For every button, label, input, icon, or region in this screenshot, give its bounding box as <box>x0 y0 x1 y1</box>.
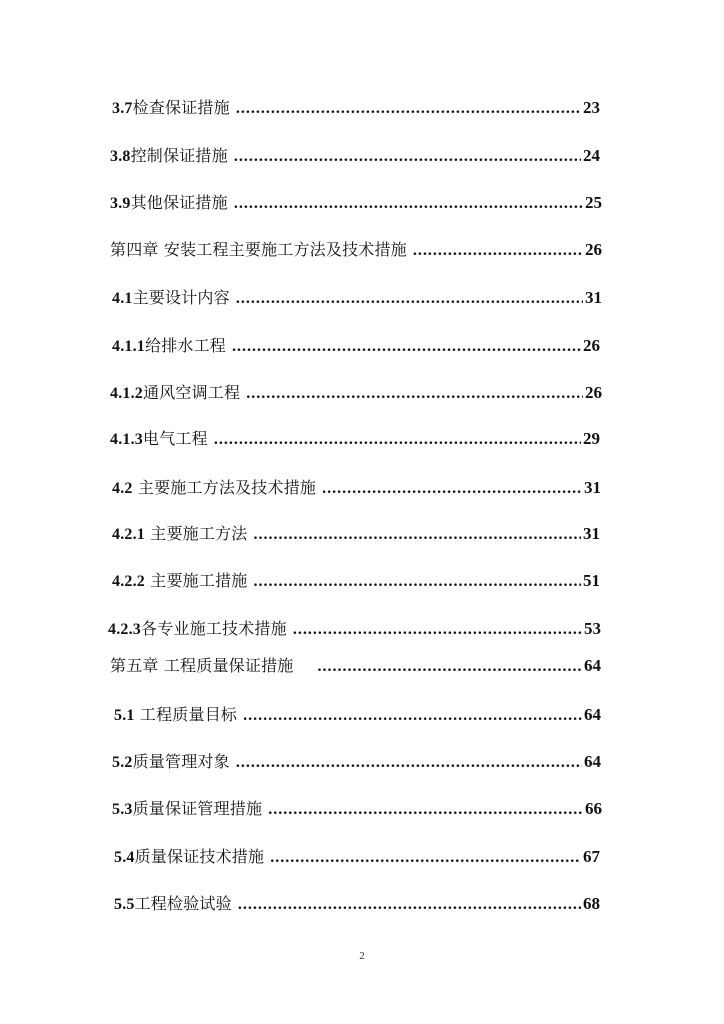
dot-leader <box>293 618 582 642</box>
toc-entry-chapter-4 <box>110 238 602 262</box>
dot-leader <box>322 477 582 501</box>
page-ref: 68 <box>583 894 600 913</box>
toc-title <box>112 476 316 501</box>
page-ref: 25 <box>585 193 602 212</box>
section-title: 主要设计内容 <box>132 288 230 307</box>
dot-leader <box>236 751 582 775</box>
dot-leader <box>236 287 583 311</box>
section-title: 工程质量目标 <box>134 705 238 724</box>
page-ref: 31 <box>583 524 600 543</box>
toc-title <box>112 334 226 359</box>
page-ref: 51 <box>583 571 600 590</box>
toc-title <box>108 617 287 642</box>
dot-leader <box>270 846 581 870</box>
dot-leader <box>254 523 582 547</box>
section-number: 5.2 <box>112 754 133 771</box>
page-ref: 24 <box>583 146 600 165</box>
section-title: 质量保证管理措施 <box>132 799 263 818</box>
section-number: 4.2.1 <box>112 526 145 543</box>
toc-title <box>110 427 208 452</box>
page-ref: 64 <box>584 705 601 724</box>
section-number: 5.5 <box>114 896 135 913</box>
toc-entry-5-4 <box>114 845 600 869</box>
toc-entry-4-1-2 <box>110 381 602 405</box>
page-ref: 53 <box>584 619 601 638</box>
dot-leader <box>243 704 582 728</box>
page-ref: 26 <box>585 240 602 259</box>
dot-leader <box>238 893 581 917</box>
section-number: 5.3 <box>112 801 133 818</box>
section-title: 主要施工方法及技术措施 <box>132 478 317 497</box>
dot-leader <box>268 798 583 822</box>
toc-entry-4-1 <box>112 286 602 310</box>
toc-entry-5-2 <box>112 750 601 774</box>
section-number: 3.7 <box>112 100 133 117</box>
toc-entry-chapter-5 <box>110 654 601 678</box>
section-number: 4.2.2 <box>112 573 145 590</box>
page-ref: 23 <box>583 98 600 117</box>
dot-leader <box>254 570 582 594</box>
section-number: 5.1 <box>114 707 135 724</box>
toc-title <box>114 892 232 917</box>
page-ref: 66 <box>585 799 602 818</box>
section-number: 4.1.2 <box>110 385 143 402</box>
toc-entry-3-8 <box>110 144 600 168</box>
section-number: 4.2.3 <box>108 621 141 638</box>
section-title: 其他保证措施 <box>130 193 228 212</box>
section-title: 主要施工措施 <box>145 571 248 590</box>
page-ref: 31 <box>585 288 602 307</box>
dot-leader <box>232 335 581 359</box>
toc-title <box>110 654 294 679</box>
toc-entry-4-2 <box>112 476 601 500</box>
section-title: 质量管理对象 <box>132 752 230 771</box>
toc-entry-3-7 <box>112 96 600 120</box>
toc-title <box>110 191 228 216</box>
section-number: 4.1 <box>112 290 133 307</box>
section-number: 4.1.3 <box>110 431 143 448</box>
toc-title <box>112 750 230 775</box>
toc-entry-5-3 <box>112 797 602 821</box>
toc-title <box>112 569 248 594</box>
toc-entry-3-9 <box>110 191 602 215</box>
toc-title <box>112 797 262 822</box>
toc-title <box>112 286 230 311</box>
page-number: 2 <box>359 950 365 962</box>
page-ref: 29 <box>583 429 600 448</box>
section-title: 主要施工方法 <box>145 524 248 543</box>
toc-title <box>110 381 240 406</box>
dot-leader <box>413 239 583 263</box>
section-number: 5.4 <box>114 849 135 866</box>
toc-entry-5-5 <box>114 892 600 916</box>
section-title: 通风空调工程 <box>143 383 241 402</box>
section-title: 各专业施工技术措施 <box>141 619 287 638</box>
page-ref: 64 <box>584 656 601 675</box>
toc-title <box>112 96 230 121</box>
dot-leader <box>318 655 583 679</box>
toc-title <box>114 703 237 728</box>
dot-leader <box>236 97 581 121</box>
toc-title <box>112 522 248 547</box>
section-title: 工程检验试验 <box>134 894 232 913</box>
section-title: 质量保证技术措施 <box>134 847 265 866</box>
section-number: 4.2 <box>112 480 133 497</box>
toc-title <box>114 845 264 870</box>
section-title: 第五章 工程质量保证措施 <box>110 656 294 675</box>
toc-entry-4-2-1 <box>112 522 600 546</box>
section-title: 第四章 安装工程主要施工方法及技术措施 <box>110 240 407 259</box>
page-ref: 26 <box>583 336 600 355</box>
dot-leader <box>214 428 581 452</box>
toc-entry-4-1-1 <box>112 334 600 358</box>
section-title: 控制保证措施 <box>130 146 228 165</box>
page-ref: 26 <box>585 383 602 402</box>
page-ref: 64 <box>584 752 601 771</box>
section-title: 电气工程 <box>143 429 208 448</box>
toc-title <box>110 238 407 263</box>
dot-leader <box>234 145 581 169</box>
dot-leader <box>234 192 583 216</box>
toc-entry-4-2-3 <box>108 617 601 641</box>
dot-leader <box>246 382 583 406</box>
toc-entry-4-2-2 <box>112 569 600 593</box>
section-title: 给排水工程 <box>145 336 227 355</box>
page-ref: 67 <box>583 847 600 866</box>
toc-entry-4-1-3 <box>110 427 600 451</box>
section-title: 检查保证措施 <box>132 98 230 117</box>
section-number: 3.8 <box>110 148 131 165</box>
page-ref: 31 <box>584 478 601 497</box>
toc-title <box>110 144 228 169</box>
section-number: 3.9 <box>110 195 131 212</box>
section-number: 4.1.1 <box>112 338 145 355</box>
toc-entry-5-1 <box>114 703 601 727</box>
